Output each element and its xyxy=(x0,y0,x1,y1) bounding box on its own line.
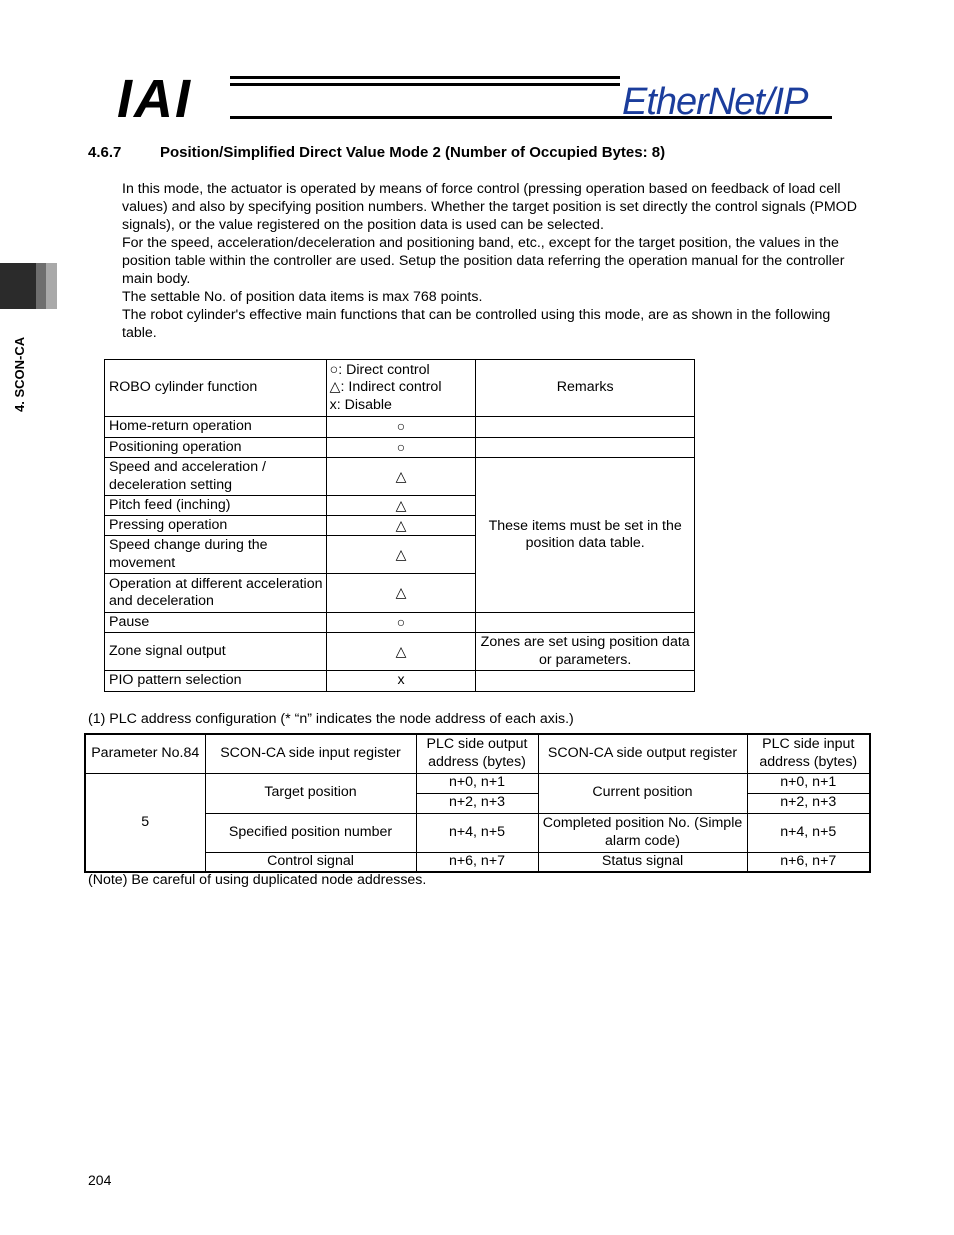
function-name: Positioning operation xyxy=(105,438,327,458)
header-input-register: SCON-CA side input register xyxy=(205,734,416,773)
intro-text xyxy=(122,180,862,342)
header-output-register: SCON-CA side output register xyxy=(538,734,747,773)
output-register: Current position xyxy=(538,773,747,813)
input-register: Control signal xyxy=(205,852,416,872)
header-plc-output: PLC side output address (bytes) xyxy=(416,734,538,773)
header-function: ROBO cylinder function xyxy=(105,360,327,417)
function-name: Pitch feed (inching) xyxy=(105,496,327,516)
address-table xyxy=(84,733,871,873)
chapter-label: 4. SCON-CA xyxy=(12,336,27,412)
function-name: Speed change during the movement xyxy=(105,536,327,574)
legend-direct: ○: Direct control xyxy=(329,361,430,378)
header-plc-input: PLC side input address (bytes) xyxy=(747,734,870,773)
input-register: Specified position number xyxy=(205,813,416,852)
output-address: n+6, n+7 xyxy=(416,852,538,872)
chapter-tab xyxy=(0,263,36,309)
header-legend xyxy=(326,360,476,417)
function-mark: x xyxy=(326,671,476,692)
merged-remark: These items must be set in the position data table. xyxy=(476,458,695,613)
address-caption: (1) PLC address configuration (* “n” indicates the node address of each axis.) xyxy=(88,711,574,727)
function-table xyxy=(104,359,695,692)
function-remarks xyxy=(476,438,695,458)
function-name: Pause xyxy=(105,613,327,633)
function-name: Pressing operation xyxy=(105,516,327,536)
function-mark: ○ xyxy=(326,417,476,438)
output-address: n+2, n+3 xyxy=(416,793,538,813)
function-mark: △ xyxy=(326,496,476,516)
intro-paragraph: The settable No. of position data items is max 768 points. xyxy=(122,289,483,305)
function-name: Home-return operation xyxy=(105,417,327,438)
chapter-tab-light xyxy=(46,263,57,309)
legend-indirect: △: Indirect control xyxy=(329,379,442,396)
function-name: PIO pattern selection xyxy=(105,671,327,692)
function-name: Zone signal output xyxy=(105,633,327,671)
chapter-tab-shade xyxy=(36,263,46,309)
input-register: Target position xyxy=(205,773,416,813)
function-mark: △ xyxy=(326,458,476,496)
section-title: Position/Simplified Direct Value Mode 2 (Number of Occupied Bytes: 8) xyxy=(160,144,666,161)
function-remarks xyxy=(476,671,695,692)
input-address: n+6, n+7 xyxy=(747,852,870,872)
function-remarks xyxy=(476,613,695,633)
section-number: 4.6.7 xyxy=(88,144,122,161)
intro-paragraph: In this mode, the actuator is operated by means of force control (pressing operation based on feedback of load cell values) and also by specifying position numbers. Whether the target position is set directly the control signals (PMOD signals), or the value registered on the position data is used can be selected. xyxy=(122,181,857,233)
header-parameter: Parameter No.84 xyxy=(85,734,205,773)
header-rule xyxy=(230,76,620,122)
function-mark: △ xyxy=(326,574,476,613)
legend-disable: x: Disable xyxy=(329,396,392,413)
input-address: n+4, n+5 xyxy=(747,813,870,852)
input-address: n+2, n+3 xyxy=(747,793,870,813)
function-name: Operation at different acceleration and deceleration xyxy=(105,574,327,613)
function-remarks xyxy=(476,417,695,438)
function-mark: △ xyxy=(326,536,476,574)
output-address: n+4, n+5 xyxy=(416,813,538,852)
ethernet-ip-logo: EtherNet/IP xyxy=(622,81,808,123)
intro-paragraph: The robot cylinder's effective main functions that can be controlled using this mode, are as shown in the following table. xyxy=(122,307,831,341)
function-mark: ○ xyxy=(326,438,476,458)
function-name: Speed and acceleration / deceleration setting xyxy=(105,458,327,496)
header-remarks: Remarks xyxy=(476,360,695,417)
output-address: n+0, n+1 xyxy=(416,773,538,793)
function-mark: △ xyxy=(326,516,476,536)
function-mark: △ xyxy=(326,633,476,671)
output-register: Status signal xyxy=(538,852,747,872)
function-remarks: Zones are set using position data or parameters. xyxy=(476,633,695,671)
function-mark: ○ xyxy=(326,613,476,633)
intro-paragraph: For the speed, acceleration/deceleration and positioning band, etc., except for the target position, the values in the position table within the controller are used. Setup the position data referring the operation manual for the controller main body. xyxy=(122,235,845,287)
note-text: (Note) Be careful of using duplicated node addresses. xyxy=(88,872,427,888)
parameter-value: 5 xyxy=(85,773,205,872)
page-number: 204 xyxy=(88,1172,112,1188)
iai-logo: IAI xyxy=(117,69,193,129)
input-address: n+0, n+1 xyxy=(747,773,870,793)
output-register: Completed position No. (Simple alarm code) xyxy=(538,813,747,852)
